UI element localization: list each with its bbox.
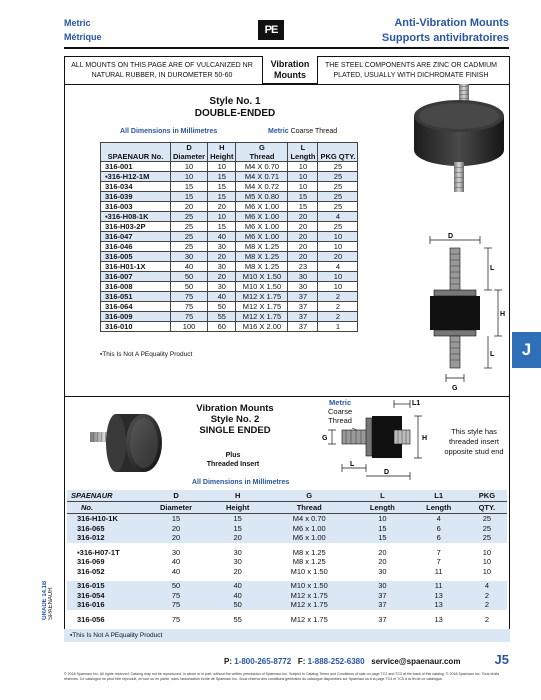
header-metric: Metric	[64, 18, 91, 28]
part-number: 316-064	[101, 302, 171, 312]
table-cell: 6	[411, 533, 467, 543]
table-cell: 40	[171, 566, 181, 576]
table-row	[67, 533, 507, 543]
t1-h0-3: G	[236, 143, 288, 153]
part-number: 316-047	[101, 232, 171, 242]
table-cell: M6 X 1.00	[236, 222, 288, 232]
part-number: 316-009	[101, 312, 171, 322]
table-cell: 25	[171, 242, 208, 252]
page-number: J5	[494, 652, 509, 667]
table-cell: 2	[318, 292, 358, 302]
table-cell: 2	[318, 312, 358, 322]
table-cell: 75	[141, 591, 211, 601]
table-cell: M12 x 1.75	[264, 600, 354, 610]
part-number: 316-001	[101, 162, 171, 172]
table-cell: 20	[378, 557, 387, 566]
part-number: 316-005	[101, 252, 171, 262]
style1-diagram-g: G	[452, 385, 458, 392]
style1-title-line1: Style No. 1	[209, 96, 261, 107]
part-number: ▪316-H07-1T	[77, 547, 120, 557]
style1-diagram-l-top: L	[490, 265, 495, 272]
table-cell: 20	[378, 547, 387, 557]
style2-title	[175, 403, 295, 436]
table-cell: 11	[411, 581, 467, 591]
fax-number[interactable]: 1-888-252-6380	[307, 657, 365, 666]
table-cell: 15	[211, 524, 264, 534]
t2-h1-3: Thread	[264, 502, 354, 514]
table-cell: 30	[208, 282, 236, 292]
table-row	[67, 567, 507, 577]
t1-h1-2: Height	[208, 152, 236, 162]
table-cell: 50	[141, 581, 211, 591]
table-row	[101, 292, 358, 302]
table-cell: 30	[288, 272, 318, 282]
table-cell: 20	[288, 222, 318, 232]
table-cell: 25	[171, 212, 208, 222]
table-cell: 50	[211, 600, 264, 610]
table-cell: 10	[482, 566, 492, 576]
table-cell: M10 X 1.50	[236, 272, 288, 282]
table-cell: 37	[288, 302, 318, 312]
t2-h0-0: SPAENAUR	[67, 490, 141, 502]
table-cell: M10 x 1.50	[264, 581, 354, 591]
table-cell: M10 X 1.50	[236, 282, 288, 292]
table-cell: 15	[288, 192, 318, 202]
style1-thread-note	[268, 128, 337, 135]
table-cell: 15	[171, 192, 208, 202]
table-cell: 15	[208, 172, 236, 182]
table-cell: 40	[208, 232, 236, 242]
part-number: 316-052	[77, 566, 105, 576]
table-cell: 15	[171, 182, 208, 192]
table-cell: 40	[171, 557, 181, 566]
part-number: 316-H01-1X	[101, 262, 171, 272]
table-cell: 25	[467, 514, 507, 524]
t1-h1-0: SPAENAUR No.	[101, 152, 171, 162]
table-cell: 75	[171, 312, 208, 322]
table-cell: 30	[233, 557, 242, 566]
style2-diagram-d: D	[384, 469, 390, 476]
table-row	[101, 272, 358, 282]
table-cell: 10	[318, 232, 358, 242]
table-cell: 2	[318, 302, 358, 312]
t1-h0-1: D	[171, 143, 208, 153]
part-number: 316-056	[77, 614, 105, 624]
table-cell: M6 X 1.00	[236, 202, 288, 212]
style2-footnote: ▪This Is Not A PEquality Product	[70, 632, 163, 639]
part-number: 316-034	[101, 182, 171, 192]
table-cell: 20	[208, 202, 236, 212]
table-cell: M4 X 0.70	[236, 162, 288, 172]
table-cell: 30	[171, 547, 181, 557]
style2-coarse: Coarse	[328, 407, 353, 416]
t1-h1-3: Thread	[236, 152, 288, 162]
table-cell: 30	[288, 282, 318, 292]
part-number: 316-008	[101, 282, 171, 292]
t2-h1-2: Height	[211, 502, 264, 514]
table-row	[101, 222, 358, 232]
t1-h1-5: PKG QTY.	[318, 152, 358, 162]
table-cell: 25	[467, 533, 507, 543]
t2-h1-4: Length	[354, 502, 410, 514]
table-cell: 25	[318, 222, 358, 232]
style1-table	[100, 142, 358, 332]
table-cell: 30	[354, 581, 410, 591]
style1-footnote: ▪This Is Not A PEquality Product	[100, 351, 193, 358]
table-cell: 20	[208, 272, 236, 282]
table-cell: M6 x 1.00	[264, 524, 354, 534]
t2-h1-0: No.	[67, 502, 141, 514]
part-number: 316-H10-1K	[67, 514, 141, 524]
table-cell: M12 x 1.75	[290, 614, 328, 624]
table-cell: M8 X 1.25	[236, 242, 288, 252]
table-cell: 10	[318, 242, 358, 252]
style2-diagram-g: G	[322, 435, 328, 442]
table-cell: 15	[208, 182, 236, 192]
style2-title-line3: SINGLE ENDED	[199, 425, 271, 436]
table-cell: M6 X 1.00	[236, 232, 288, 242]
table-cell: 20	[233, 566, 242, 576]
table-cell: M8 X 1.25	[236, 262, 288, 272]
table-cell: M4 X 0.72	[236, 182, 288, 192]
table-cell: 25	[318, 192, 358, 202]
table-cell: 7	[436, 547, 441, 557]
table-cell: 20	[318, 252, 358, 262]
section-tab[interactable]: J	[512, 332, 541, 368]
style1-table-body	[101, 162, 358, 332]
style2-diagram	[318, 396, 440, 480]
table-cell: 15	[211, 514, 264, 524]
table-cell: 13	[411, 600, 467, 610]
t1-h0-4: L	[288, 143, 318, 153]
table-cell: M4 X 0.71	[236, 172, 288, 182]
table-cell: 37	[354, 600, 410, 610]
style2-thread: Thread	[328, 416, 352, 425]
table-row	[101, 312, 358, 322]
table-row	[101, 282, 358, 292]
table-cell: 15	[354, 533, 410, 543]
table-cell: 10	[482, 547, 492, 557]
mid-rule	[64, 396, 510, 397]
style2-threaded-insert: Threaded Insert	[206, 461, 260, 468]
table-cell: 30	[233, 547, 242, 557]
table-cell: 25	[171, 222, 208, 232]
table-cell: 75	[171, 614, 181, 624]
style1-dims-note: All Dimensions in Millimetres	[120, 128, 218, 135]
table-cell: 13	[434, 614, 443, 624]
table-cell: M16 X 2.00	[236, 322, 288, 332]
style2-plus: Plus	[225, 452, 241, 459]
table-cell: M8 x 1.25	[292, 557, 326, 566]
table-cell: 4	[411, 514, 467, 524]
table-cell: 20	[171, 202, 208, 212]
table-cell: 30	[208, 242, 236, 252]
table-cell: 15	[288, 202, 318, 212]
side-grade-text: GRADE 14.1B	[42, 580, 48, 620]
table-cell: 10	[208, 212, 236, 222]
table-cell: 50	[171, 282, 208, 292]
table-row	[67, 591, 507, 601]
table-row	[101, 162, 358, 172]
header-title-en: Anti-Vibration Mounts	[394, 17, 509, 29]
table-cell: 25	[318, 162, 358, 172]
table-cell: 10	[208, 162, 236, 172]
table-cell: 40	[171, 262, 208, 272]
table-cell: 2	[467, 591, 507, 601]
table-cell: 4	[318, 262, 358, 272]
table-cell: M4 x 0.70	[264, 514, 354, 524]
table-cell: 15	[141, 514, 211, 524]
table-cell: M12 X 1.75	[236, 312, 288, 322]
style2-metric: Metric	[329, 398, 352, 407]
contact-line	[224, 657, 460, 666]
table-cell: 10	[288, 162, 318, 172]
table-cell: 20	[288, 252, 318, 262]
table-cell: 23	[288, 262, 318, 272]
table-cell: 20	[208, 252, 236, 262]
table-row	[101, 182, 358, 192]
t2-h0-4: L	[354, 490, 410, 502]
table-cell: 20	[288, 212, 318, 222]
table-cell: 37	[288, 312, 318, 322]
t1-h0-5	[318, 143, 358, 153]
table-row	[67, 615, 507, 625]
table-cell: 10	[171, 172, 208, 182]
style1-diagram	[400, 232, 512, 394]
part-number: 316-065	[67, 524, 141, 534]
style2-dims-note: All Dimensions in Millimetres	[192, 479, 290, 486]
table-cell: 10	[482, 557, 492, 566]
table-cell: 20	[141, 524, 211, 534]
center-title	[262, 56, 318, 84]
part-number: 316-010	[101, 322, 171, 332]
table-cell: M8 X 1.25	[236, 252, 288, 262]
phone-label: P:	[224, 657, 232, 666]
table-cell: 50	[208, 302, 236, 312]
table-cell: 2	[484, 614, 489, 624]
style2-title-line2: Style No. 2	[210, 414, 260, 425]
table-cell: M6 X 1.00	[236, 212, 288, 222]
thread-coarse: Coarse Thread	[288, 128, 338, 135]
table-cell: 75	[171, 292, 208, 302]
t2-h1-5: Length	[411, 502, 467, 514]
table-cell: 6	[411, 524, 467, 534]
part-number: 316-007	[101, 272, 171, 282]
part-number: 316-012	[67, 533, 141, 543]
table-row	[67, 600, 507, 610]
table-cell: M10 x 1.50	[290, 566, 328, 576]
style1-diagram-h: H	[500, 311, 506, 318]
t1-h1-1: Diameter	[171, 152, 208, 162]
part-number: 316-003	[101, 202, 171, 212]
style1-diagram-l-bottom: L	[490, 351, 495, 358]
material-note: ALL MOUNTS ON THIS PAGE ARE OF VULCANIZED NR NATURAL RUBBER, IN DUROMETER 50-60	[71, 62, 253, 79]
style2-product-image	[86, 400, 176, 480]
table-row	[101, 192, 358, 202]
part-number: 316-016	[67, 600, 141, 610]
header-title-fr: Supports antivibratoires	[381, 32, 509, 44]
table-row	[101, 212, 358, 222]
legal-text: © 2018 Spaenaur Inc. All rights reserved. Catalog may not be reproduced, in whole or in part, without the written permission of Spaenaur Inc. Subject to Catalog Terms and Conditions of sale on page TC2 and TC3 at the back of this catalog. © 2018 Spaenaur Inc. Tous droits réservés. Ce catalogue ne peut être reproduit, en tout ou en partie, sans l'autorisation écrite de Spaenaur Inc. Sous réserve des conditions générales du catalogue disponibles sur Spaenaur.ca à la page TC4 et TC5 à la fin de ce catalogue.	[64, 672, 500, 681]
table-cell: 4	[467, 581, 507, 591]
email-link[interactable]: service@spaenaur.com	[371, 657, 461, 666]
style2-table-body	[67, 514, 507, 625]
plating-note: THE STEEL COMPONENTS ARE ZINC OR CADMIUM PLATED, USUALLY WITH DICHROMATE FINISH	[324, 62, 498, 79]
phone-number[interactable]: 1-800-265-8772	[234, 657, 292, 666]
style2-diagram-l: L	[350, 461, 355, 468]
header-rule	[64, 47, 509, 49]
table-cell: 10	[171, 162, 208, 172]
header-metrique: Métrique	[64, 32, 102, 42]
table-cell: 37	[354, 591, 410, 601]
table-cell: 30	[208, 262, 236, 272]
table-cell: 25	[171, 232, 208, 242]
table-cell: 7	[436, 557, 441, 566]
table-cell: 15	[208, 192, 236, 202]
header-right	[382, 16, 509, 46]
table-cell: 60	[208, 322, 236, 332]
table-cell: 37	[288, 322, 318, 332]
table-cell: 37	[288, 292, 318, 302]
table-row	[101, 172, 358, 182]
table-cell: 20	[288, 232, 318, 242]
part-number: 316-039	[101, 192, 171, 202]
table-row	[101, 202, 358, 212]
style2-title-line1: Vibration Mounts	[196, 403, 274, 414]
header-left	[64, 16, 102, 44]
table-row	[67, 581, 507, 591]
t2-h0-6: PKG	[467, 490, 507, 502]
table-cell: M5 X 0.80	[236, 192, 288, 202]
table-cell: 20	[288, 242, 318, 252]
table-row	[67, 514, 507, 524]
table-row	[101, 252, 358, 262]
t1-h0-0	[101, 143, 171, 153]
t2-h0-2: H	[211, 490, 264, 502]
t1-h0-2: H	[208, 143, 236, 153]
style2-table	[67, 490, 507, 624]
center-title-line2: Mounts	[274, 70, 306, 80]
table-cell: M12 X 1.75	[236, 292, 288, 302]
style1-product-image	[406, 72, 510, 202]
table-cell: 55	[233, 614, 242, 624]
table-cell: 25	[318, 202, 358, 212]
table-cell: 100	[171, 322, 208, 332]
part-number: ▪316-H12-1M	[101, 172, 171, 182]
style1-diagram-d: D	[448, 233, 454, 240]
table-cell: 25	[318, 172, 358, 182]
table-cell: 40	[211, 591, 264, 601]
part-number: 316-046	[101, 242, 171, 252]
table-cell: 25	[467, 524, 507, 534]
table-cell: M8 x 1.25	[292, 547, 326, 557]
table-row	[101, 232, 358, 242]
part-number: 316-H03-2P	[101, 222, 171, 232]
style1-title-line2: DOUBLE-ENDED	[194, 108, 276, 119]
table-cell: 15	[354, 524, 410, 534]
table-cell: 40	[211, 581, 264, 591]
table-row	[67, 557, 507, 567]
table-cell: 13	[411, 591, 467, 601]
table-cell: 1	[318, 322, 358, 332]
table-cell: 10	[318, 272, 358, 282]
table-cell: 55	[208, 312, 236, 322]
table-cell: 40	[208, 292, 236, 302]
table-cell: 10	[318, 282, 358, 292]
style1-title	[180, 96, 290, 120]
style2-side-note: This style has threaded insert opposite stud end	[444, 427, 504, 456]
side-brand-text: SPAENAUR	[48, 587, 54, 620]
table-row	[101, 242, 358, 252]
part-number: 316-015	[67, 581, 141, 591]
table-row	[67, 548, 507, 558]
table-cell: 30	[171, 252, 208, 262]
table-cell: 10	[288, 182, 318, 192]
table-row	[101, 322, 358, 332]
style2-diagram-h: H	[422, 435, 428, 442]
part-number: ▪316-H08-1K	[101, 212, 171, 222]
table-cell: 20	[211, 533, 264, 543]
table-cell: 75	[141, 600, 211, 610]
table-row	[101, 302, 358, 312]
table-cell: M12 X 1.75	[236, 302, 288, 312]
part-number: 316-051	[101, 292, 171, 302]
table-cell: 10	[288, 172, 318, 182]
table-row	[101, 262, 358, 272]
table-cell: 50	[171, 272, 208, 282]
t1-h1-4: Length	[288, 152, 318, 162]
table-cell: 2	[467, 600, 507, 610]
table-cell: 75	[171, 302, 208, 312]
t2-h1-6: QTY.	[467, 502, 507, 514]
table-cell: M12 x 1.75	[264, 591, 354, 601]
table-cell: 25	[318, 182, 358, 192]
thread-metric: Metric	[268, 128, 289, 135]
t2-h0-1: D	[141, 490, 211, 502]
style2-diagram-l1: L1	[412, 400, 421, 407]
table-cell: M6 x 1.00	[264, 533, 354, 543]
table-cell: 20	[141, 533, 211, 543]
fax-label: F:	[297, 657, 306, 666]
table-cell: 4	[318, 212, 358, 222]
t2-h0-3: G	[264, 490, 354, 502]
table-row	[67, 524, 507, 534]
table-cell: 10	[354, 514, 410, 524]
part-number: 316-054	[67, 591, 141, 601]
table-cell: 11	[434, 566, 443, 576]
table-cell: 37	[378, 614, 387, 624]
t2-h0-5: L1	[411, 490, 467, 502]
center-title-line1: Vibration	[270, 59, 310, 69]
part-number: 316-069	[77, 557, 105, 566]
pe-logo: PE	[258, 20, 284, 40]
t2-h1-1: Diameter	[141, 502, 211, 514]
style2-plus-note	[198, 451, 268, 469]
table-cell: 30	[378, 566, 387, 576]
table-cell: 15	[208, 222, 236, 232]
